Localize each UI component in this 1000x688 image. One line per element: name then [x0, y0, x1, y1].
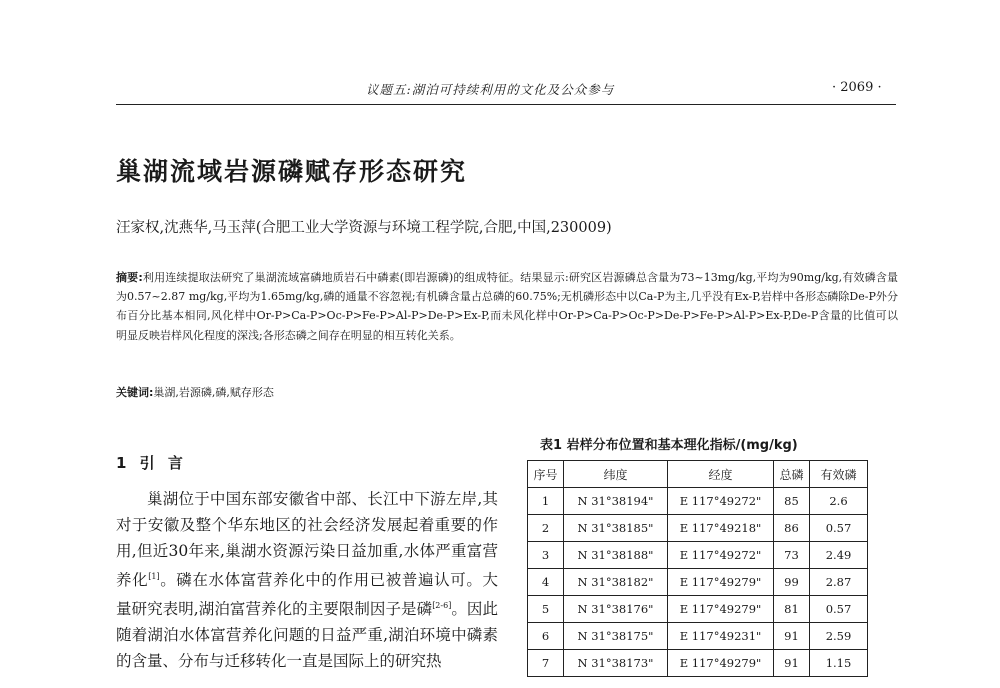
cell-latitude: N 31°38182" [564, 569, 668, 596]
intro-text-part-1: 巢湖位于中国东部安徽省中部、长江中下游左岸,其对于安徽及整个华东地区的社会经济发展起着重要的作用,但近30年来,巢湖水资源污染日益加重,水体严重富营养化 [116, 490, 498, 590]
article-title: 巢湖流域岩源磷赋存形态研究 [116, 157, 468, 186]
keywords-label: 关键词: [116, 386, 154, 399]
cell-available-p: 1.15 [810, 650, 868, 677]
cell-available-p: 2.6 [810, 488, 868, 515]
cell-latitude: N 31°38175" [564, 623, 668, 650]
intro-text [116, 486, 498, 674]
cell-latitude: N 31°38176" [564, 596, 668, 623]
header-rule [116, 104, 896, 105]
author-line: 汪家权,沈燕华,马玉萍(合肥工业大学资源与环境工程学院,合肥,中国,230009) [116, 220, 612, 236]
table-row [528, 596, 868, 623]
page-number: · 2069 · [832, 80, 882, 95]
sample-table [527, 460, 868, 677]
cell-longitude: E 117°49279" [668, 596, 774, 623]
abstract-text: 利用连续提取法研究了巢湖流域富磷地质岩石中磷素(即岩源磷)的组成特征。结果显示:研究区岩源磷总含量为73~13mg/kg,平均为90mg/kg,有效磷含量为0.57~2.87 mg/kg,平均为1.65mg/kg,磷的通量不容忽视;有机磷含量占总磷的60.75%;无机磷形态中以Ca-P为主,几乎没有Ex-P,岩样中各形态磷除De-P外分布百分比基本相同,风化样中Or-P>Ca-P>Oc-P>Fe-P>Al-P>De-P>Ex-P,而未风化样中Or-P>Ca-P>Oc-P>De-P>Fe-P>Al-P>Ex-P,De-P含量的比值可以明显反映岩样风化程度的深浅;各形态磷之间存在明显的相互转化关系。 [116, 271, 898, 342]
cell-index: 6 [528, 623, 564, 650]
header-available-p: 有效磷 [810, 461, 868, 488]
cell-longitude: E 117°49279" [668, 569, 774, 596]
cell-longitude: E 117°49231" [668, 623, 774, 650]
cell-index: 1 [528, 488, 564, 515]
cell-total-p: 99 [774, 569, 810, 596]
cell-longitude: E 117°49272" [668, 488, 774, 515]
keywords [116, 384, 274, 400]
header-index: 序号 [528, 461, 564, 488]
citation-ref-2: [2-6] [432, 601, 452, 611]
cell-total-p: 91 [774, 623, 810, 650]
cell-longitude: E 117°49218" [668, 515, 774, 542]
cell-available-p: 2.49 [810, 542, 868, 569]
table-header-row [528, 461, 868, 488]
cell-total-p: 91 [774, 650, 810, 677]
cell-total-p: 73 [774, 542, 810, 569]
cell-available-p: 2.59 [810, 623, 868, 650]
header-latitude: 纬度 [564, 461, 668, 488]
cell-index: 4 [528, 569, 564, 596]
abstract-label: 摘要: [116, 271, 143, 284]
section-heading: 1 引 言 [116, 454, 187, 472]
cell-latitude: N 31°38188" [564, 542, 668, 569]
cell-longitude: E 117°49279" [668, 650, 774, 677]
cell-latitude: N 31°38185" [564, 515, 668, 542]
cell-available-p: 0.57 [810, 596, 868, 623]
keywords-text: 巢湖,岩源磷,磷,赋存形态 [153, 386, 274, 399]
header-longitude: 经度 [668, 461, 774, 488]
cell-index: 7 [528, 650, 564, 677]
table-caption: 表1 岩样分布位置和基本理化指标/(mg/kg) [540, 438, 798, 453]
table-row [528, 488, 868, 515]
intro-paragraph [116, 486, 498, 674]
abstract [116, 268, 898, 345]
cell-available-p: 0.57 [810, 515, 868, 542]
cell-longitude: E 117°49272" [668, 542, 774, 569]
table-row [528, 650, 868, 677]
table-row [528, 515, 868, 542]
cell-index: 5 [528, 596, 564, 623]
citation-ref-1: [1] [148, 572, 160, 581]
running-head: 议题五:湖泊可持续利用的文化及公众参与 [366, 82, 615, 97]
cell-total-p: 86 [774, 515, 810, 542]
cell-latitude: N 31°38173" [564, 650, 668, 677]
cell-index: 2 [528, 515, 564, 542]
intro-text-part-3: 。因此随着湖泊水体富营养化问题的日益严重,湖泊环境中磷素的含量、分布与迁移转化一直是国际上的研究热 [116, 600, 498, 671]
cell-total-p: 81 [774, 596, 810, 623]
cell-index: 3 [528, 542, 564, 569]
header-total-p: 总磷 [774, 461, 810, 488]
cell-total-p: 85 [774, 488, 810, 515]
table-row [528, 542, 868, 569]
table-row [528, 569, 868, 596]
cell-available-p: 2.87 [810, 569, 868, 596]
cell-latitude: N 31°38194" [564, 488, 668, 515]
intro-text-part-2: 。磷在水体富营养化中的作用已被普遍认可。大量研究表明,湖泊富营养化的主要限制因子是磷 [116, 571, 498, 619]
table-row [528, 623, 868, 650]
